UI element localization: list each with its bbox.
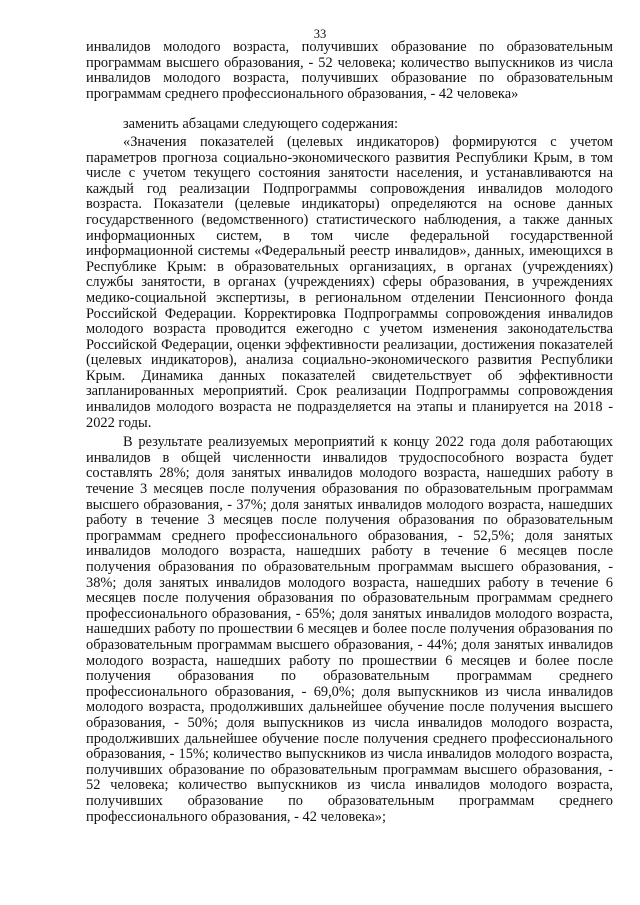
- page-number: 33: [313, 27, 327, 41]
- paragraph-indicators-description: «Значения показателей (целевых индикаторов) формируются с учетом параметров прогноза социально-экономического развития Республики Крым, в том числе с учетом текущего состояния занятости населения, и устанавливаются на каждый год реализации Подпрограммы сопровождения инвалидов молодого возраста. Показатели (целевые индикаторы) определяются на основе данных государственного (ведомственного) статистического наблюдения, а также данных информационных систем, в том числе федеральной государственной информационной системы «Федеральный реестр инвалидов», данных, имеющихся в Республике Крым: в образовательных организациях, в органах (учреждениях) службы занятости, в органах (учреждениях) сферы образования, в учреждениях медико-социальной экспертизы, в региональном отделении Пенсионного фонда Российской Федерации. Корректировка Подпрограммы сопровождения инвалидов молодого возраста проводится ежегодно с учетом изменения законодательства Российской Федерации, оценки эффективности реализации, достижения показателей (целевых индикаторов), анализа социально-экономического развития Республики Крым. Динамика данных показателей свидетельствует об эффективности запланированных мероприятий. Срок реализации Подпрограммы сопровождения инвалидов молодого возраста не подразделяется на этапы и планируется на 2018 - 2022 годы.: [86, 133, 613, 431]
- paragraph-replace-instruction: заменить абзацами следующего содержания:: [123, 116, 398, 133]
- document-body: [86, 40, 613, 825]
- paragraph-expected-results: В результате реализуемых мероприятий к концу 2022 года доля работающих инвалидов в общей численности инвалидов трудоспособного возраста будет составлять 28%; доля занятых инвалидов молодого возраста, нашедших работу в течение 3 месяцев после получения образования по образовательным программам высшего образования, - 37%; доля занятых инвалидов молодого возраста, нашедших работу в течение 3 месяцев после получения образования по образовательным программам среднего профессионального образования, - 52,5%; доля занятых инвалидов молодого возраста, нашедших работу в течение 6 месяцев после получения образования по образовательным программам высшего образования, - 38%; доля занятых инвалидов молодого возраста, нашедших работу в течение 6 месяцев после получения образования по образовательным программам среднего профессионального образования, - 65%; доля занятых инвалидов молодого возраста, нашедших работу по прошествии 6 месяцев и более после получения образования по образовательным программам высшего образования, - 44%; доля занятых инвалидов молодого возраста, нашедших работу по прошествии 6 месяцев и более после получения образования по образовательным программам среднего профессионального образования, - 69,0%; доля выпускников из числа инвалидов молодого возраста, продолживших дальнейшее обучение после получения высшего образования, - 50%; доля выпускников из числа инвалидов молодого возраста, продолживших дальнейшее обучение после получения среднего профессионального образования, - 15%; количество выпускников из числа инвалидов молодого возраста, получивших образование по образовательным программам высшего образования, - 52 человека; количество выпускников из числа инвалидов молодого возраста, получивших образование по образовательным программам среднего профессионального образования, - 42 человека»;: [86, 434, 613, 825]
- paragraph-previous-text-end: инвалидов молодого возраста, получивших образование по образовательным программам высшего образования, - 52 человека; количество выпускников из числа инвалидов молодого возраста, получивших образование по образовательным программам среднего профессионального образования, - 42 человека»: [86, 39, 613, 102]
